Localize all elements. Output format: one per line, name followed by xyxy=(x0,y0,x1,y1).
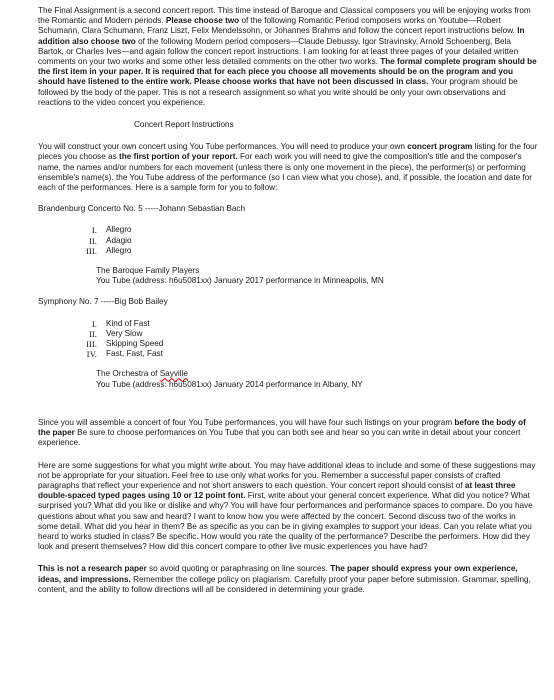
closing-text-1: so avoid quoting or paraphrasing on line sources. xyxy=(149,564,328,574)
movement-item xyxy=(78,339,538,349)
performance-address: You Tube (address: h6u5081xx) January 2017 performance in Minneapolis, MN xyxy=(96,276,384,286)
intro-text-4: Your program should be followed by the body of the paper. This is not a research assignment so what you write should be only your own observations and reactions to the video concert you experience. xyxy=(38,77,518,107)
movement-item xyxy=(78,329,538,339)
movement-name: Allegro xyxy=(106,245,132,255)
closing-bold-2: The paper should express your own experience, ideas, and impressions. xyxy=(38,564,518,584)
instructions-text-1: You will construct your own concert using You Tube performances. You will need to produce your own xyxy=(38,142,405,152)
intro-paragraph xyxy=(38,6,538,108)
movement-number: I. xyxy=(91,318,97,329)
section-heading: Concert Report Instructions xyxy=(134,120,234,130)
assemble-paragraph xyxy=(38,418,538,449)
intro-text-1: The Final Assignment is a second concert report. This time instead of Baroque and Classical composers you will be enjoying works from the Romantic and Modern periods. xyxy=(38,6,531,26)
intro-text-3: of the following Modern period composers—Claude Debussy, Igor Stravinsky, Arnold Schoenberg, Bela Bartok, or Charles Ives—and again follow the concert report instructions. I am looking for at least three pages of your detailed written comments on your two works and some other less detailed comments on the other two works. xyxy=(38,36,519,67)
suggestions-text-1: Here are some suggestions for what you might write about. You may have additional ideas to include and some of these suggestions may not be appropriate for your situation. Feel free to use only what works for you. Remember a successful paper consists of crafted paragraphs that reflect your experience and not short answers to each question. Your concert report should consist of xyxy=(38,460,536,490)
movement-number: II. xyxy=(88,328,97,339)
assemble-text-1: Since you will assemble a concert of four You Tube performances, you will have four such listings on your program xyxy=(38,417,453,427)
movement-number: III. xyxy=(86,339,97,350)
movement-name: Fast, Fast, Fast xyxy=(106,349,163,359)
closing-paragraph xyxy=(38,564,538,595)
spellcheck-flagged-word: Sayville xyxy=(159,369,188,379)
movement-number: II. xyxy=(88,235,97,246)
intro-bold-1: Please choose two xyxy=(165,16,240,26)
movement-list xyxy=(78,225,538,256)
intro-bold-3: The formal complete program should be the first item in your paper. It is required that for each piece you choose all movements should be on the program and you should have listened to the entire work. Please choose works that have not been discussed in class. xyxy=(38,57,537,87)
document-page xyxy=(38,6,538,595)
instructions-paragraph xyxy=(38,142,538,193)
movement-name: Very Slow xyxy=(106,328,143,338)
performance-info xyxy=(96,266,538,286)
performer-line xyxy=(96,369,538,379)
movement-number: IV. xyxy=(86,349,97,360)
movement-name: Adagio xyxy=(106,235,132,245)
movement-item xyxy=(78,349,538,359)
instructions-bold-2: the first portion of your report. xyxy=(119,152,238,162)
instructions-text-3: For each work you will need to give the composition's title and the composer's name, the names and/or numbers for each movement (unless there is only one movement in the piece), the performer(s) or performing ensemble's name(s). the You Tube address of the performance (so I can view what you chose), and, if possible, the location and date for each of the performances. Here is a sample form for you to follow: xyxy=(38,152,533,193)
performer-name: The Orchestra of xyxy=(96,369,160,379)
performer-line xyxy=(96,266,538,276)
instructions-bold-1: concert program xyxy=(407,142,473,152)
movement-list xyxy=(78,319,538,360)
example-title: Brandenburg Concerto No. 5 -----Johann Sebastian Bach xyxy=(38,204,246,214)
closing-text-2: Remember the college policy on plagiarism. Carefully proof your paper before submission. Grammar, spelling, content, and the ability to follow directions will all be considered in determining your grade. xyxy=(38,574,531,594)
intro-bold-2: In addition also choose two xyxy=(38,26,525,46)
example-title: Symphony No. 7 -----Big Bob Bailey xyxy=(38,297,168,307)
performance-address: You Tube (address: h6u5081xx) January 2014 performance in Albany, NY xyxy=(96,379,363,389)
movement-name: Allegro xyxy=(106,225,132,235)
movement-name: Skipping Speed xyxy=(106,339,164,349)
suggestions-bold-1: at least three double-spaced typed pages using 10 or 12 point font. xyxy=(38,480,516,501)
suggestions-paragraph xyxy=(38,461,538,553)
assemble-text-2: Be sure to choose performances on You Tube that you can both see and hear so you can write in detail about your concert experience. xyxy=(38,428,521,448)
movement-name: Kind of Fast xyxy=(106,318,150,328)
performer-name: The Baroque Family Players xyxy=(96,266,200,276)
performance-info xyxy=(96,369,538,389)
movement-number: III. xyxy=(86,245,97,256)
intro-text-2: of the following Romantic Period composers works on Youtube—Robert Schumann, Clara Schumann, Franz Liszt, Felix Mendelssohn, or Johannes Brahms and follow the concert report instructions below. xyxy=(38,16,515,36)
movement-item xyxy=(78,236,538,246)
closing-bold-1: This is not a research paper xyxy=(38,564,147,574)
movement-item xyxy=(78,246,538,256)
instructions-text-2: listing for the four pieces you choose as xyxy=(38,142,538,162)
movement-item xyxy=(78,319,538,329)
movement-number: I. xyxy=(91,225,97,236)
assemble-bold-1: before the body of the paper xyxy=(38,417,526,438)
movement-item xyxy=(78,225,538,235)
suggestions-text-2: First, write about your general concert experience. What did you notice? What surprised you? What did you like or dislike and why? You will have four performances and performance spaces to compare. Do you have questions about what you saw and heard? I want to know how you were affected by the concert. Second discuss two of the works in some detail. What did you hear in them? Be as specific as you can be in giving examples to support your ideas. Can you relate what you heard to works studied in class? Be specific. How would you rate the quality of the performance? Describe the performers. How did they look and present themselves? How did this concert compare to other live music experiences you have had? xyxy=(38,491,533,552)
